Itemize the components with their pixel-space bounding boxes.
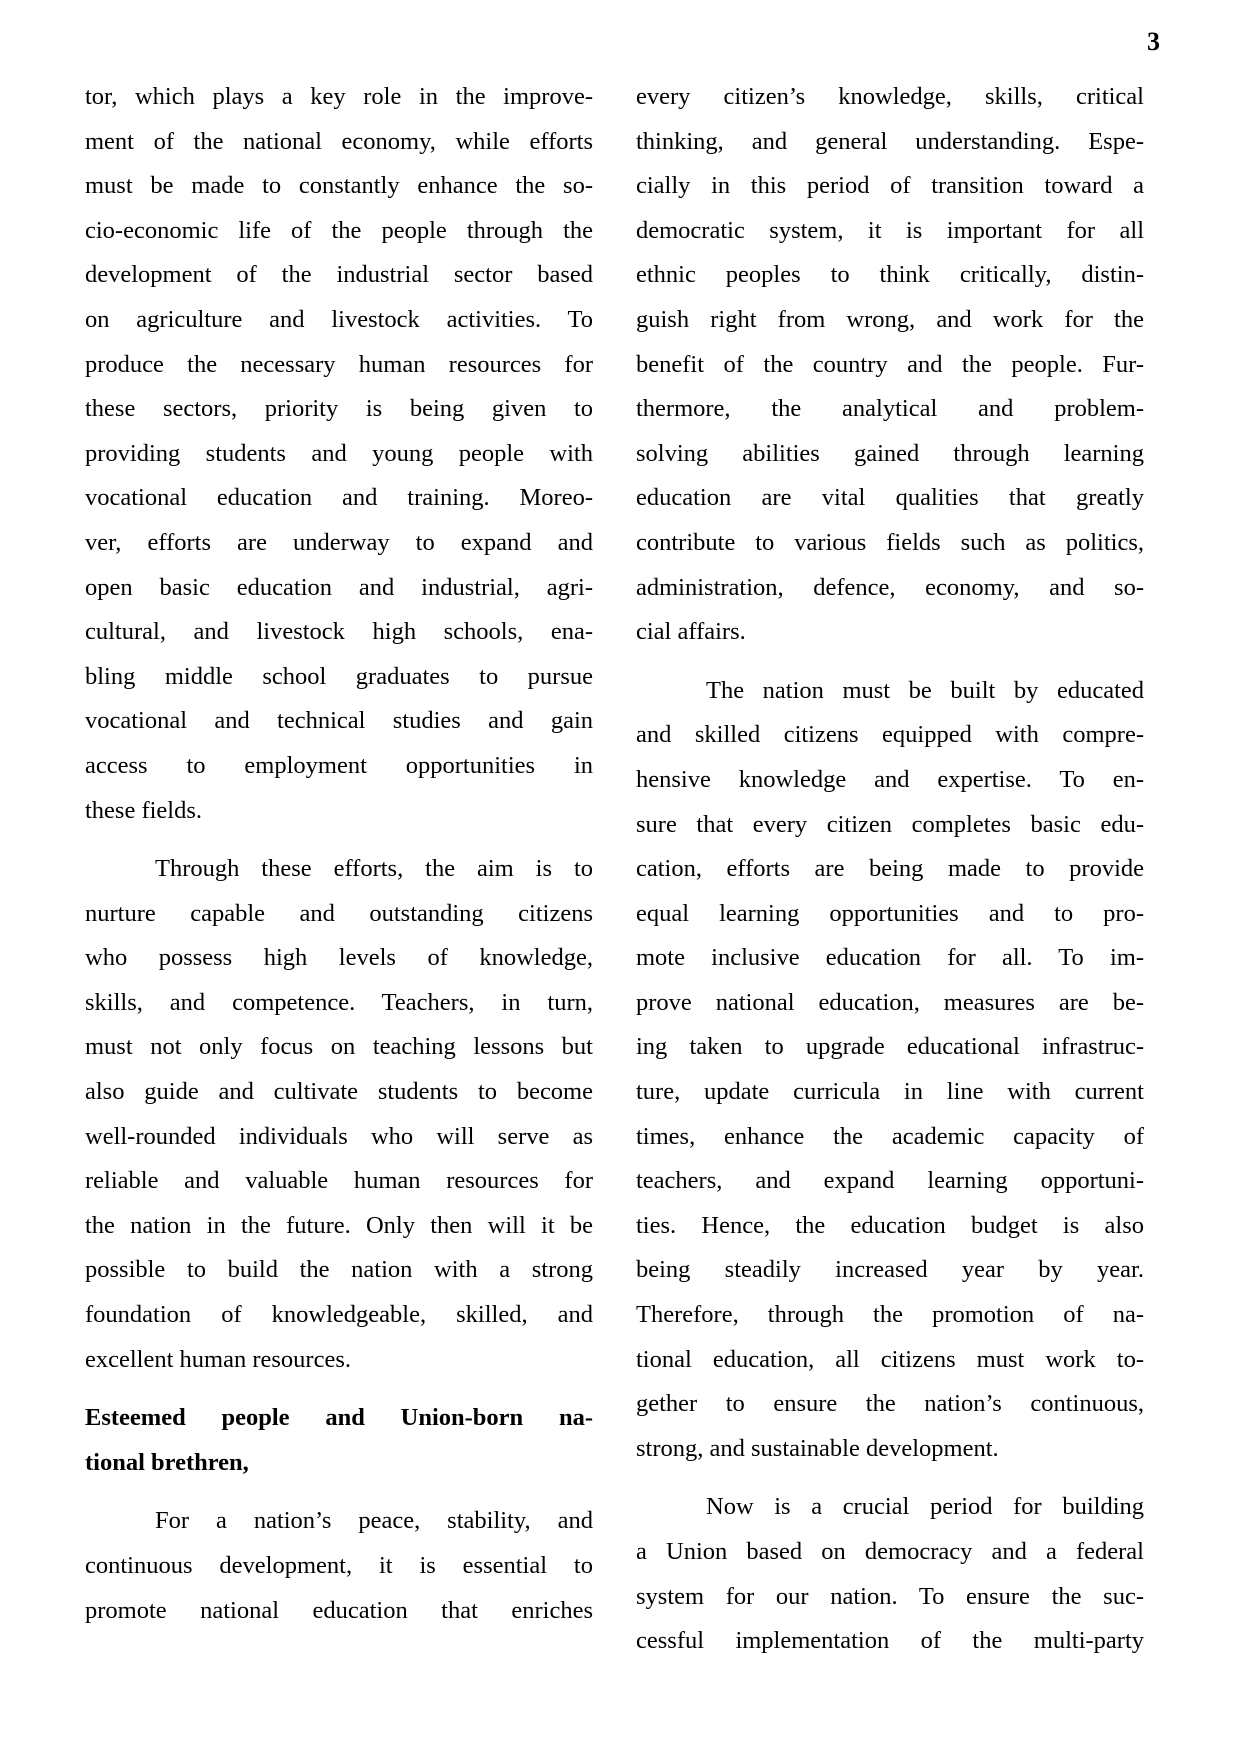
text-line: ver, efforts are underway to expand and (85, 528, 593, 556)
text-line: being steadily increased year by year. (636, 1256, 1144, 1284)
text-line: must be made to constantly enhance the so- (85, 172, 593, 200)
text-line: cultural, and livestock high schools, ena- (85, 618, 593, 646)
text-line: democratic system, it is important for all (636, 216, 1144, 244)
text-line: reliable and valuable human resources for (85, 1167, 593, 1195)
text-line: and skilled citizens equipped with compre- (636, 721, 1144, 749)
text-line: access to employment opportunities in (85, 751, 593, 779)
text-line: on agriculture and livestock activities. To (85, 305, 593, 333)
text-columns (85, 75, 1144, 1664)
text-line: these sectors, priority is being given to (85, 395, 593, 423)
text-line: administration, defence, economy, and so- (636, 573, 1144, 601)
text-line: development of the industrial sector based (85, 261, 593, 289)
text-line: Now is a crucial period for building (706, 1493, 1144, 1521)
text-line: a Union based on democracy and a federal (636, 1538, 1144, 1565)
text-line: mote inclusive education for all. To im- (636, 944, 1144, 972)
text-line: excellent human resources. (85, 1345, 351, 1373)
text-line: ties. Hence, the education budget is also (636, 1211, 1144, 1239)
text-line: ethnic peoples to think critically, distin- (636, 261, 1144, 289)
text-line: guish right from wrong, and work for the (636, 305, 1144, 333)
paragraph (636, 669, 1144, 1472)
text-line: vocational and technical studies and gain (85, 707, 593, 735)
page-number: 3 (1147, 27, 1160, 56)
text-line: thinking, and general understanding. Espe- (636, 127, 1144, 155)
text-line: cially in this period of transition toward a (636, 172, 1144, 200)
text-line: contribute to various fields such as politics, (636, 528, 1144, 556)
text-line: well-rounded individuals who will serve as (85, 1122, 593, 1150)
column-right (636, 75, 1144, 1664)
text-line: For a nation’s peace, stability, and (155, 1507, 593, 1535)
text-line: ment of the national economy, while efforts (85, 127, 593, 155)
text-line: thermore, the analytical and problem- (636, 395, 1144, 423)
text-line: times, enhance the academic capacity of (636, 1122, 1144, 1150)
text-line: prove national education, measures are be- (636, 988, 1144, 1016)
paragraph (636, 75, 1144, 655)
page-header (1147, 29, 1160, 55)
text-line: tional education, all citizens must work to- (636, 1345, 1144, 1373)
text-line: benefit of the country and the people. Fur- (636, 350, 1144, 378)
text-line: nurture capable and outstanding citizens (85, 899, 593, 927)
text-line: these fields. (85, 796, 203, 824)
text-line: also guide and cultivate students to become (85, 1078, 593, 1106)
text-line: ture, update curricula in line with current (636, 1078, 1144, 1106)
text-line: possible to build the nation with a strong (85, 1256, 593, 1284)
paragraph (85, 1499, 593, 1633)
text-line: teachers, and expand learning opportuni- (636, 1167, 1144, 1195)
text-line: tional brethren, (85, 1448, 249, 1476)
text-line: cation, efforts are being made to provide (636, 855, 1144, 883)
text-line: tor, which plays a key role in the improve- (85, 83, 593, 110)
text-line: education are vital qualities that greatly (636, 484, 1144, 512)
paragraph (636, 1485, 1144, 1663)
text-line: solving abilities gained through learning (636, 439, 1144, 467)
text-line: cessful implementation of the multi-party (636, 1627, 1144, 1655)
text-line: Therefore, through the promotion of na- (636, 1301, 1144, 1329)
text-line: The nation must be built by educated (706, 676, 1144, 704)
text-line: sure that every citizen completes basic edu- (636, 810, 1144, 838)
text-line: skills, and competence. Teachers, in turn, (85, 988, 593, 1016)
text-line: strong, and sustainable development. (636, 1434, 999, 1462)
text-line: must not only focus on teaching lessons but (85, 1033, 593, 1061)
text-line: system for our nation. To ensure the suc- (636, 1582, 1144, 1610)
text-line: promote national education that enriches (85, 1596, 593, 1624)
paragraph (85, 75, 593, 833)
text-line: vocational education and training. Moreo- (85, 484, 593, 512)
text-line: cial affairs. (636, 618, 746, 646)
text-line: foundation of knowledgeable, skilled, and (85, 1301, 593, 1329)
text-line: equal learning opportunities and to pro- (636, 899, 1144, 927)
text-line: Through these efforts, the aim is to (155, 855, 593, 883)
text-line: continuous development, it is essential to (85, 1552, 593, 1579)
text-line: who possess high levels of knowledge, (85, 944, 593, 972)
text-line: providing students and young people with (85, 439, 593, 467)
text-line: produce the necessary human resources for (85, 350, 593, 378)
section-heading (85, 1396, 593, 1485)
text-line: every citizen’s knowledge, skills, critical (636, 83, 1144, 110)
text-line: hensive knowledge and expertise. To en- (636, 765, 1144, 793)
text-line: Esteemed people and Union-born na- (85, 1404, 593, 1432)
column-left (85, 75, 593, 1664)
text-line: bling middle school graduates to pursue (85, 662, 593, 690)
text-line: gether to ensure the nation’s continuous, (636, 1390, 1144, 1418)
text-line: open basic education and industrial, agri- (85, 573, 593, 601)
text-line: ing taken to upgrade educational infrastruc- (636, 1033, 1144, 1061)
text-line: cio-economic life of the people through the (85, 216, 593, 244)
text-line: the nation in the future. Only then will it be (85, 1211, 593, 1239)
paragraph (85, 847, 593, 1382)
